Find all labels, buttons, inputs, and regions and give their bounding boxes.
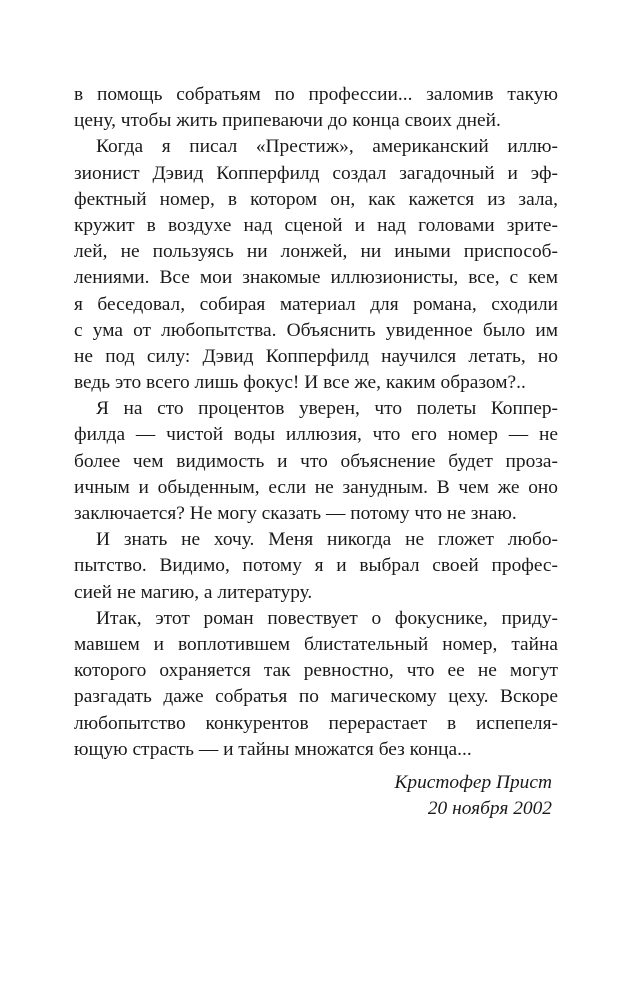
text-line: разгадать даже собратья по магическому цеху. Вскоре [74, 686, 558, 708]
signature-author: Кристофер Прист [394, 771, 552, 793]
text-line: зионист Дэвид Копперфилд создал загадочный и эф- [74, 162, 558, 184]
text-line: я беседовал, собирая материал для романа, сходили [74, 293, 558, 315]
text-line: Когда я писал «Престиж», американский иллю- [96, 136, 558, 158]
page-text [74, 82, 558, 822]
signature-date: 20 ноября 2002 [427, 798, 552, 820]
text-line: кружит в воздухе над сценой и над головами зрите- [74, 214, 558, 236]
text-line: лениями. Все мои знакомые иллюзионисты, все, с кем [74, 267, 558, 289]
text-line: ичным и обыденным, если не занудным. В чем же оно [74, 476, 558, 498]
text-line: фектный номер, в котором он, как кажется из зала, [74, 188, 558, 210]
text-line: с ума от любопытства. Объяснить увиденное было им [74, 319, 558, 341]
text-line: филда — чистой воды иллюзия, что его номер — не [74, 424, 558, 446]
text-line: любопытство конкурентов перерастает в испепеля- [74, 712, 558, 734]
text-line: мавшем и воплотившем блистательный номер, тайна [74, 633, 558, 655]
text-line: Итак, этот роман повествует о фокуснике, приду- [96, 607, 558, 629]
text-line: ющую страсть — и тайны множатся без конца... [74, 738, 472, 760]
paragraph [74, 134, 558, 396]
text-line: цену, чтобы жить припеваючи до конца своих дней. [74, 110, 501, 132]
text-line: не под силу: Дэвид Копперфилд научился летать, но [74, 345, 558, 367]
text-line: которого охраняется так ревностно, что ее не могут [74, 660, 558, 682]
text-line: сией не магию, а литературу. [74, 581, 313, 603]
paragraph [74, 606, 558, 763]
text-line: лей, не пользуясь ни лонжей, ни иными приспособ- [74, 241, 558, 263]
text-line: пытство. Видимо, потому я и выбрал своей профес- [74, 555, 558, 577]
paragraph [74, 396, 558, 527]
text-line: И знать не хочу. Меня никогда не гложет любо- [96, 529, 558, 551]
text-line: в помощь собратьям по профессии... заломив такую [74, 84, 558, 105]
paragraph [74, 82, 558, 134]
text-line: заключается? Не могу сказать — потому что не знаю. [74, 503, 517, 524]
paragraph [74, 527, 558, 606]
text-line: ведь это всего лишь фокус! И все же, каким образом?.. [74, 372, 526, 394]
signature [74, 770, 558, 822]
text-line: Я на сто процентов уверен, что полеты Коппер- [96, 398, 558, 420]
text-line: более чем видимость и что объяснение будет проза- [74, 450, 558, 472]
